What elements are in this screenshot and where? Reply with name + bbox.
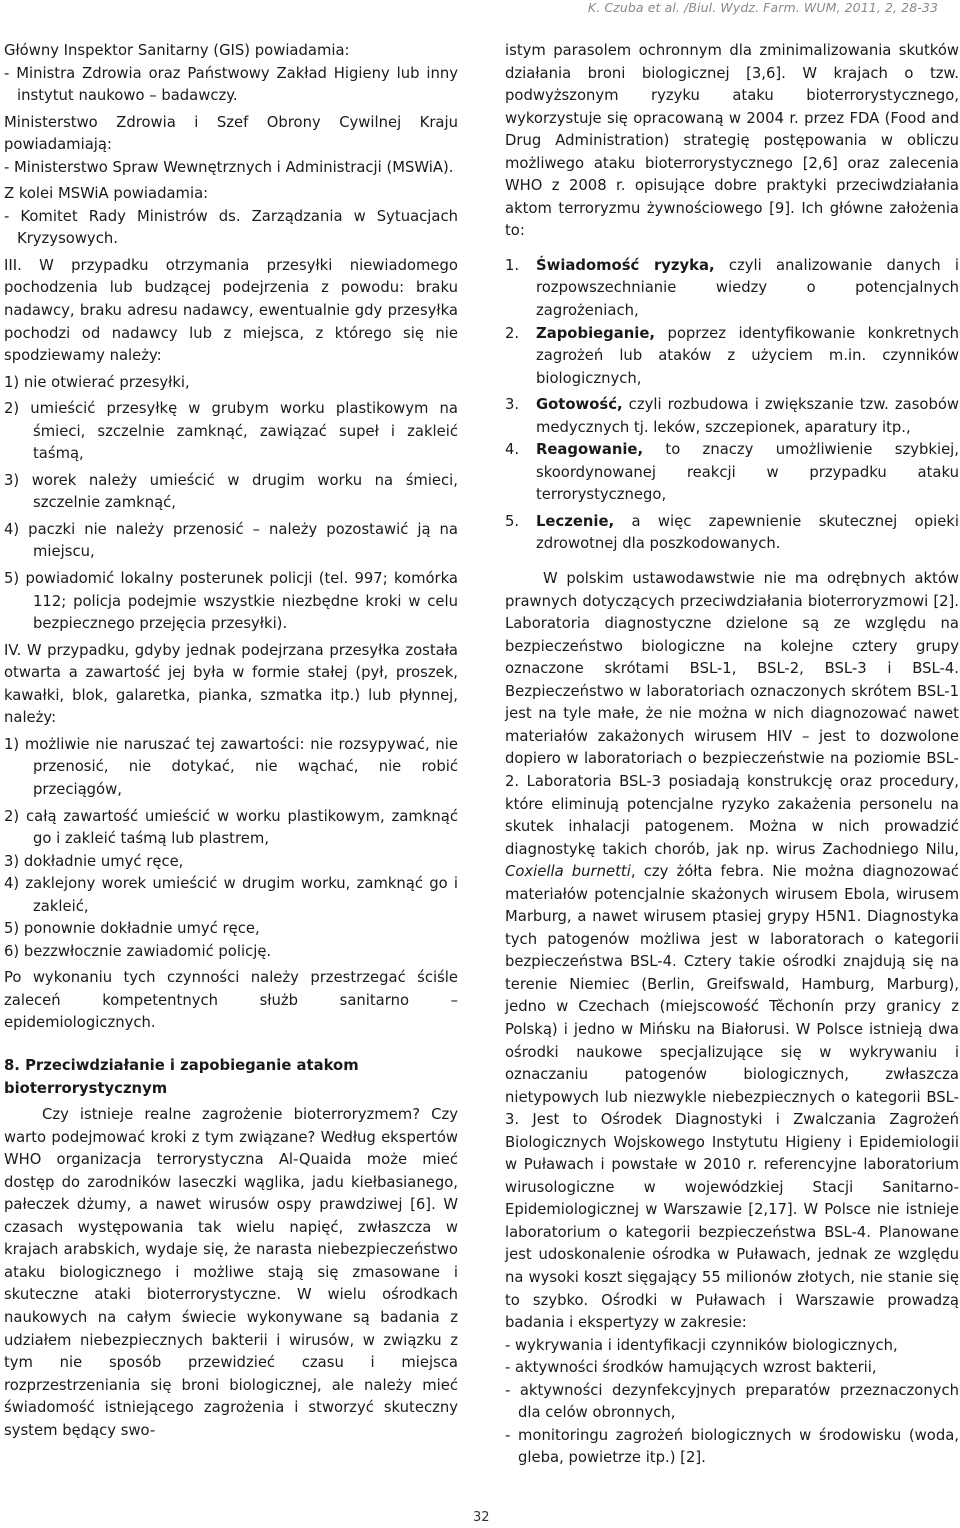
principle-number: 2. xyxy=(505,324,520,342)
list-item: 5) powiadomić lokalny posterunek policji (tel. 997; komórka 112; policja podejmie wszystkie niezbędne kroki w celu bezpiecznego przejęcia przesyłki). xyxy=(4,570,458,633)
principle-text: czyli rozbudowa i zwiększanie tzw. zasobów medycznych tj. leków, szczepionek, aparatury itp., xyxy=(536,396,959,436)
section-heading: 8. Przeciwdziałanie i zapobieganie atakom bioterrorystycznym xyxy=(4,1056,359,1097)
principle-text: poprzez identyfikowanie konkretnych zagrożeń lub ataków z użyciem m.in. czynników biologicznych, xyxy=(536,324,959,387)
principle-item xyxy=(505,439,959,507)
list-item: 3) dokładnie umyć ręce, xyxy=(4,852,184,870)
species-name: Coxiella burnetti xyxy=(505,863,631,881)
list-item: 5) ponownie dokładnie umyć ręce, xyxy=(4,920,260,938)
list-item: 2) całą zawartość umieścić w worku plastikowym, zamknąć go i zakleić taśmą lub plastrem, xyxy=(4,807,458,848)
scope-item: - wykrywania i identyfikacji czynników biologicznych, xyxy=(505,1336,898,1354)
list-item: 4) paczki nie należy przenosić – należy pozostawić ją na miejscu, xyxy=(4,520,458,561)
scope-item: - aktywności dezynfekcyjnych preparatów przeznaczonych dla celów obronnych, xyxy=(505,1381,959,1422)
principle-term: Leczenie, xyxy=(536,512,615,530)
list-item: 6) bezzwłocznie zawiadomić policję. xyxy=(4,942,272,960)
principle-number: 5. xyxy=(505,512,520,530)
principle-text: a więc zapewnienie skutecznej opieki zdrowotnej dla poszkodowanych. xyxy=(536,512,959,553)
principle-text: czyli analizowanie danych i rozpowszechnianie wiedzy o potencjalnych zagrożeniach, xyxy=(536,256,959,320)
principle-number: 4. xyxy=(505,441,520,459)
legislation-paragraph xyxy=(505,568,959,1335)
ms-title: Ministerstwo Zdrowia i Szef Obrony Cywilnej Kraju powiadamiają: xyxy=(4,113,458,154)
scope-item: - monitoringu zagrożeń biologicznych w środowisku (woda, gleba, powietrze itp.) [2]. xyxy=(505,1426,959,1467)
principle-number: 1. xyxy=(505,256,520,274)
list-item: 1) możliwie nie naruszać tej zawartości: nie rozsypywać, nie przenosić, nie dotykać, nie wąchać, nie robić przeciągów, xyxy=(4,735,458,798)
legislation-text-a: W polskim ustawodawstwie nie ma odrębnych aktów prawnych dotyczących przeciwdziałania bioterroryzmowi [2]. Laboratoria diagnostyczne dzielone są ze względu na bezpieczeństwo biologiczne na kolejne cztery grupy oznaczone skrótami BSL-1, BSL-2, BSL-3 i BSL-4. Bezpieczeństwo w laboratoriach oznaczonych skrótem BSL-1 jest na tyle małe, że nie można w nich diagnozować nawet materiałów zakażonych wirusem HIV – jest to dozwolone dopiero w laboratoriach o bezpieczeństwie na poziomie BSL-2. Laboratoria BSL-3 posiadają konstrukcję oraz procedury, które eliminują potencjalne ryzyko zakażenia personelu na skutek inhalacji patogenem. Można w nich prowadzić diagnostykę takich chorób, jak np. wirus Zachodniego Nilu, xyxy=(505,570,959,858)
list-item: 3) worek należy umieścić w drugim worku na śmieci, szczelnie zamknąć, xyxy=(4,471,458,512)
principle-item xyxy=(505,394,959,439)
mswia-title: Z kolei MSWiA powiadamia: xyxy=(4,185,209,203)
gis-item: - Ministra Zdrowia oraz Państwowy Zakład Higieny lub inny instytut naukowo – badawczy. xyxy=(4,64,458,105)
section-iii-intro: III. W przypadku otrzymania przesyłki niewiadomego pochodzenia lub budzącej podejrzenia z powodu: braku nadawcy, braku adresu nadawcy, ewentualnie gdy przesyłka pochodzi od nadawcy lub z miejsca, z którego się nie spodziewamy należy: xyxy=(4,256,458,365)
scope-item: - aktywności środków hamujących wzrost bakterii, xyxy=(505,1359,877,1377)
principle-item xyxy=(505,511,959,556)
closing-paragraph: Po wykonaniu tych czynności należy przestrzegać ściśle zaleceń kompetentnych służb sanitarno – epidemiologicznych. xyxy=(4,969,458,1032)
principle-number: 3. xyxy=(505,396,520,414)
mswia-item: - Komitet Rady Ministrów ds. Zarządzania w Sytuacjach Kryzysowych. xyxy=(4,207,458,248)
gis-title: Główny Inspektor Sanitarny (GIS) powiadamia: xyxy=(4,42,350,59)
principle-term: Świadomość ryzyka, xyxy=(536,256,715,274)
section-8-paragraph: Czy istnieje realne zagrożenie bioterroryzmem? Czy warto podejmować kroki z tym związane? Według ekspertów WHO organizacja terrorystyczna Al-Quaida może mieć dostęp do zarodników laseczki wąglika, jadu kiełbasianego, pałeczek dżumy, a nawet wirusów ospy prawdziwej [6]. W czasach występowania tak wielu napięć, zwłaszcza w krajach arabskich, wydaje się, że narasta niebezpieczeństwo ataku biologicznego i możliwe stają się zmasowane i skuteczne ataki bioterrorystyczne. W wielu ośrodkach naukowych na całym świecie wykonywane są badania z udziałem niebezpiecznych bakterii i wirusów, w związku z tym nie sposób przewidzieć czasu i miejsca rozprzestrzeniania się broni biologicznej, ale należy mieć świadomość istniejącego zagrożenia i stworzyć skuteczny system będący swo- xyxy=(4,1106,458,1439)
principle-term: Zapobieganie, xyxy=(536,324,656,342)
principle-term: Reagowanie, xyxy=(536,441,644,459)
continued-paragraph: istym parasolem ochronnym dla zminimalizowania skutków działania broni biologicznej [3,6]. W krajach o tzw. podwyższonym ryzyku ataku bioterrorystycznego, wykorzystuje się opracowaną w 2004 r. przez FDA (Food and Drug Administration) strategię postępowania w obliczu możliwego ataku bioterrorystycznego [2,6] oraz zalecenia WHO z 2008 r. opisujące dobre praktyki przeciwdziałania aktom terroryzmu żywnościowego [9]. Ich główne założenia to: xyxy=(505,42,959,240)
principle-text: to znaczy umożliwienie szybkiej, skoordynowanej reakcji w przypadku ataku terrorystycznego, xyxy=(536,441,959,504)
list-item: 2) umieścić przesyłkę w grubym worku plastikowym na śmieci, szczelnie zamknąć, zawiązać supeł i zakleić taśmą, xyxy=(4,400,458,463)
left-column xyxy=(4,40,458,1442)
legislation-text-b: , czy żółta febra. Nie można diagnozować materiałów potencjalnie skażonych wirusem Ebola, wirusem Marburg, a nawet wirusem ptasiej grypy H5N1. Diagnostyka tych patogenów możliwa jest w laboratorach o kategorii bezpieczeństwa BSL-4. Cztery takie ośrodki znajdują się na terenie Niemiec (Berlin, Greifswald, Hamburg, Marburg), jedno w Czechach (miejscowość Těchonín przy granicy z Polską) i jedno w Mińsku na Białorusi. W Polsce istnieją dwa ośrodki naukowe specjalizujące się w wykrywaniu i oznaczaniu patogenów biologicznych, zwłaszcza nietypowych lub niezwykle niebezpiecznych o kategorii BSL-3. Jest to Ośrodek Diagnostyki i Zwalczania Zagrożeń Biologicznych Wojskowego Instytutu Higieny i Epidemiologii w Puławach i powstałe w 2010 r. referencyjne laboratorium wirusologiczne w wojewódzkiej Stacji Sanitarno-Epidemiologicznej w Warszawie [2,17]. W Polsce nie istnieje laboratorium o kategorii bezpieczeństwa BSL-4. Planowane jest udoskonalenie ośrodka w Puławach, jednak ze względu na wysoki koszt sięgający 55 milionów złotych, nie stanie się to szybko. Ośrodki w Puławach i Warszawie prowadzą badania i ekspertyzy w zakresie: xyxy=(505,863,959,1332)
principle-item xyxy=(505,323,959,391)
principle-item xyxy=(505,255,959,323)
right-column xyxy=(505,40,959,1470)
ms-item: - Ministerstwo Spraw Wewnętrznych i Administracji (MSWiA). xyxy=(4,158,454,176)
list-item: 4) zaklejony worek umieścić w drugim worku, zamknąć go i zakleić, xyxy=(4,875,458,915)
list-item: 1) nie otwierać przesyłki, xyxy=(4,373,190,391)
principle-term: Gotowość, xyxy=(536,396,623,414)
running-head: K. Czuba et al. /Biul. Wydz. Farm. WUM, 2011, 2, 28-33 xyxy=(587,0,938,15)
page-number: 32 xyxy=(473,1510,490,1525)
section-iv-intro: IV. W przypadku, gdyby jednak podejrzana przesyłka została otwarta a zawartość jej była w formie stałej (pył, proszek, kawałki, blok, galaretka, pianka, szmatka itp.) lub płynnej, należy: xyxy=(4,641,458,727)
